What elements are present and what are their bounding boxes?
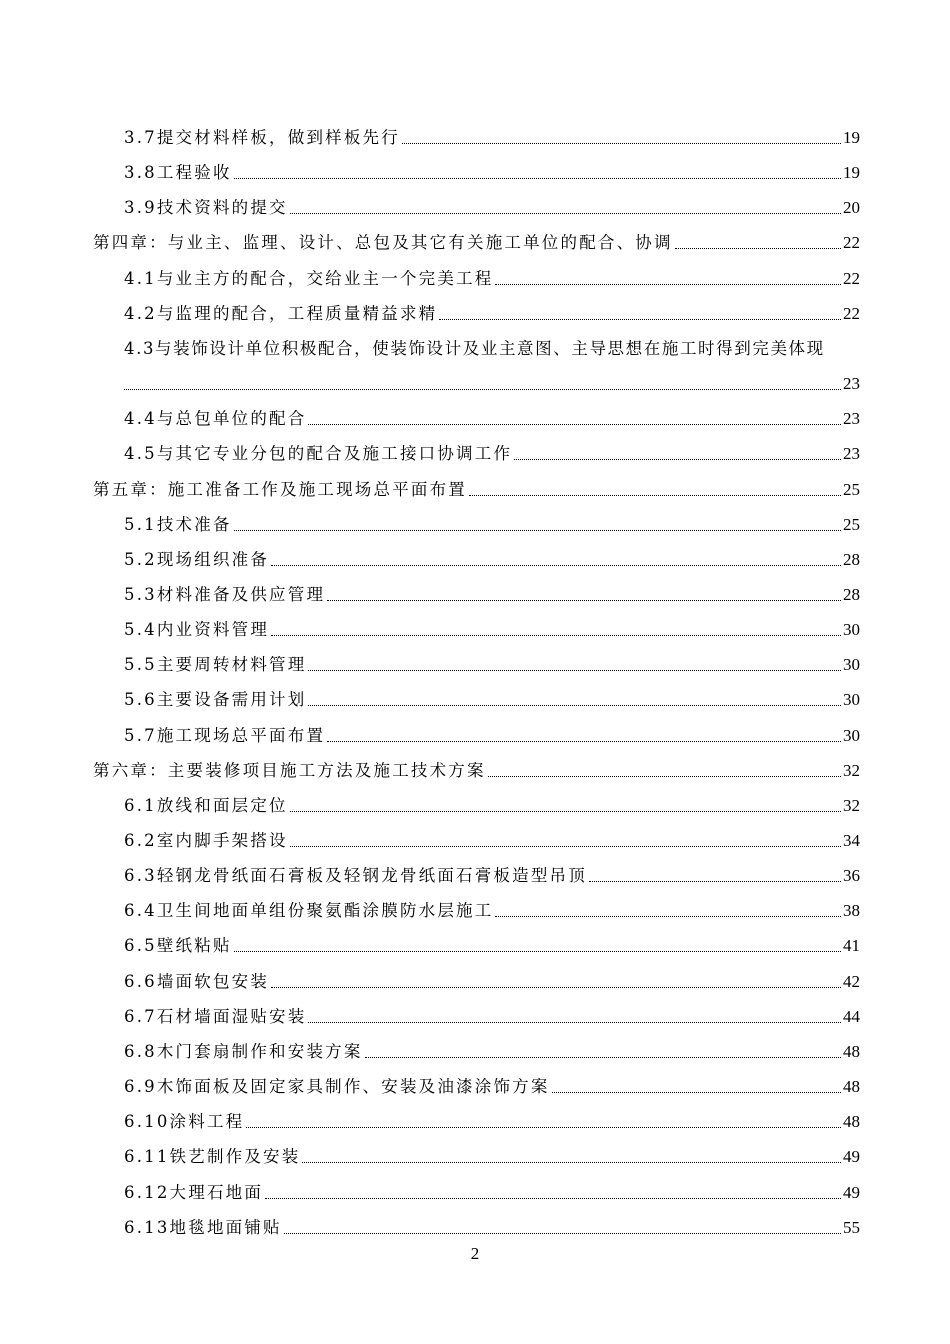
toc-entry-title: 5.4内业资料管理	[124, 620, 270, 640]
toc-entry-page: 41	[843, 936, 860, 956]
toc-entry[interactable]	[124, 1003, 860, 1027]
toc-entry-title: 6.12大理石地面	[124, 1182, 264, 1202]
toc-entry-title: 5.6主要设备需用计划	[124, 690, 307, 710]
toc-entry-page: 22	[843, 268, 860, 288]
toc-entry[interactable]	[124, 897, 860, 921]
toc-entry-title: 第四章：与业主、监理、设计、总包及其它有关施工单位的配合、协调	[93, 233, 673, 253]
toc-entry-page: 48	[843, 1112, 860, 1132]
toc-entry-page: 30	[843, 620, 860, 640]
toc-entry-page: 22	[843, 303, 860, 323]
toc-chapter-entry[interactable]	[93, 757, 860, 781]
toc-entry[interactable]	[124, 1038, 860, 1062]
toc-entry-title: 3.8工程验收	[124, 163, 232, 183]
toc-entry-page: 22	[843, 233, 860, 253]
toc-entry-page: 30	[843, 690, 860, 710]
toc-entry[interactable]	[124, 1108, 860, 1132]
toc-entry-page: 48	[843, 1041, 860, 1061]
toc-entry[interactable]	[124, 616, 860, 640]
toc-entry-title: 3.9技术资料的提交	[124, 198, 288, 218]
toc-dot-leader	[469, 495, 841, 496]
toc-entry-title: 6.10涂料工程	[124, 1112, 245, 1132]
toc-entry-title: 5.1技术准备	[124, 514, 232, 534]
toc-entry[interactable]	[124, 265, 860, 289]
toc-entry-title: 5.2现场组织准备	[124, 549, 270, 569]
toc-entry-title: 4.5与其它专业分包的配合及施工接口协调工作	[124, 444, 513, 464]
toc-entry-title: 第五章：施工准备工作及施工现场总平面布置	[93, 479, 467, 499]
toc-entry[interactable]	[124, 194, 860, 218]
toc-dot-leader	[234, 178, 841, 179]
toc-entry-title: 6.11铁艺制作及安装	[124, 1147, 301, 1167]
toc-dot-leader	[327, 741, 841, 742]
toc-dot-leader	[271, 565, 841, 566]
toc-dot-leader	[675, 248, 841, 249]
toc-dot-leader	[495, 284, 841, 285]
toc-entry-title: 6.5壁纸粘贴	[124, 936, 232, 956]
toc-entry[interactable]	[124, 827, 860, 851]
toc-entry[interactable]	[124, 440, 860, 464]
toc-entry-page: 32	[843, 795, 860, 815]
toc-entry-page: 49	[843, 1147, 860, 1167]
toc-dot-leader	[308, 1022, 841, 1023]
toc-dot-leader	[365, 1057, 841, 1058]
toc-entry-title: 6.1放线和面层定位	[124, 795, 288, 815]
toc-entry-page: 36	[843, 866, 860, 886]
toc-entry-page: 25	[843, 514, 860, 534]
toc-entry[interactable]	[124, 1214, 860, 1238]
toc-entry[interactable]	[124, 124, 860, 148]
toc-dot-leader	[327, 600, 841, 601]
toc-entry-title: 4.3与装饰设计单位积极配合，使装饰设计及业主意图、主导思想在施工时得到完美体现	[124, 338, 825, 358]
toc-dot-leader	[124, 389, 841, 390]
toc-dot-leader	[290, 846, 841, 847]
toc-entry[interactable]	[124, 932, 860, 956]
toc-entry-page: 23	[843, 409, 860, 429]
toc-dot-leader	[265, 1198, 841, 1199]
toc-entry-page: 23	[843, 374, 860, 394]
toc-chapter-entry[interactable]	[93, 476, 860, 500]
toc-entry[interactable]	[124, 1179, 860, 1203]
toc-entry[interactable]	[124, 1143, 860, 1167]
toc-entry[interactable]	[124, 581, 860, 605]
toc-entry-title: 4.1与业主方的配合，交给业主一个完美工程	[124, 268, 494, 288]
toc-entry[interactable]	[124, 862, 860, 886]
page-number: 2	[470, 1244, 480, 1263]
toc-entry-title: 6.8木门套扇制作和安装方案	[124, 1041, 363, 1061]
toc-dot-leader	[234, 951, 841, 952]
toc-dot-leader	[308, 424, 841, 425]
toc-dot-leader	[514, 459, 841, 460]
toc-dot-leader	[439, 319, 841, 320]
toc-dot-leader	[302, 1162, 841, 1163]
toc-dot-leader	[271, 987, 841, 988]
toc-dot-leader	[488, 776, 841, 777]
toc-entry[interactable]	[124, 335, 860, 359]
toc-entry[interactable]	[124, 405, 860, 429]
toc-entry-title: 3.7提交材料样板，做到样板先行	[124, 128, 400, 147]
toc-dot-leader	[290, 811, 841, 812]
toc-entry[interactable]	[124, 300, 860, 324]
toc-entry-title: 5.3材料准备及供应管理	[124, 584, 326, 604]
toc-dot-leader	[402, 143, 841, 144]
toc-entry[interactable]	[124, 722, 860, 746]
toc-entry-page: 32	[843, 760, 860, 780]
toc-dot-leader	[308, 705, 841, 706]
toc-entry[interactable]	[124, 159, 860, 183]
toc-entry-page: 34	[843, 831, 860, 850]
toc-entry-title: 4.2与监理的配合，工程质量精益求精	[124, 303, 438, 323]
toc-dot-leader	[284, 1233, 841, 1234]
toc-entry-title: 6.13地毯地面铺贴	[124, 1217, 282, 1237]
toc-entry-page: 19	[843, 163, 860, 183]
toc-entry-page: 23	[843, 444, 860, 464]
toc-entry-page: 42	[843, 971, 860, 991]
toc-chapter-entry[interactable]	[93, 229, 860, 253]
toc-entry-page: 55	[843, 1217, 860, 1237]
toc-entry-page: 20	[843, 198, 860, 218]
toc-entry[interactable]	[124, 651, 860, 675]
toc-dot-leader	[308, 670, 841, 671]
toc-dot-leader	[290, 213, 841, 214]
toc-entry-title: 第六章：主要装修项目施工方法及施工技术方案	[93, 760, 486, 780]
toc-dot-leader	[246, 1127, 841, 1128]
toc-entry-page: 19	[843, 128, 860, 147]
toc-dot-leader	[271, 635, 841, 636]
toc-entry-page: 28	[843, 584, 860, 604]
toc-entry-title: 6.6墙面软包安装	[124, 971, 270, 991]
toc-entry[interactable]	[124, 546, 860, 570]
toc-entry-page: 30	[843, 725, 860, 745]
toc-entry-page: 48	[843, 1077, 860, 1097]
toc-dot-leader	[495, 916, 841, 917]
toc-dot-leader	[234, 530, 841, 531]
toc-entry-page: 30	[843, 655, 860, 675]
toc-entry[interactable]	[124, 968, 860, 992]
toc-entry-title: 6.4卫生间地面单组份聚氨酯涂膜防水层施工	[124, 901, 494, 921]
toc-entry-title: 5.5主要周转材料管理	[124, 655, 307, 675]
toc-entry-page: 49	[843, 1182, 860, 1202]
toc-entry-page: 25	[843, 479, 860, 499]
toc-entry-continuation[interactable]	[124, 370, 860, 394]
toc-entry-title: 6.9木饰面板及固定家具制作、安装及油漆涂饰方案	[124, 1077, 550, 1097]
toc-entry-title: 6.2室内脚手架搭设	[124, 831, 288, 850]
toc-entry[interactable]	[124, 686, 860, 710]
toc-entry-page: 44	[843, 1006, 860, 1026]
toc-entry-title: 4.4与总包单位的配合	[124, 409, 307, 429]
toc-entry-title: 6.3轻钢龙骨纸面石膏板及轻钢龙骨纸面石膏板造型吊顶	[124, 866, 587, 886]
toc-entry-title: 5.7施工现场总平面布置	[124, 725, 326, 745]
toc-entry-page: 28	[843, 549, 860, 569]
toc-entry[interactable]	[124, 511, 860, 535]
toc-entry-title: 6.7石材墙面湿贴安装	[124, 1006, 307, 1026]
toc-dot-leader	[552, 1092, 841, 1093]
toc-entry[interactable]	[124, 792, 860, 816]
toc-entry[interactable]	[124, 1073, 860, 1097]
toc-dot-leader	[589, 881, 841, 882]
toc-entry-page: 38	[843, 901, 860, 921]
